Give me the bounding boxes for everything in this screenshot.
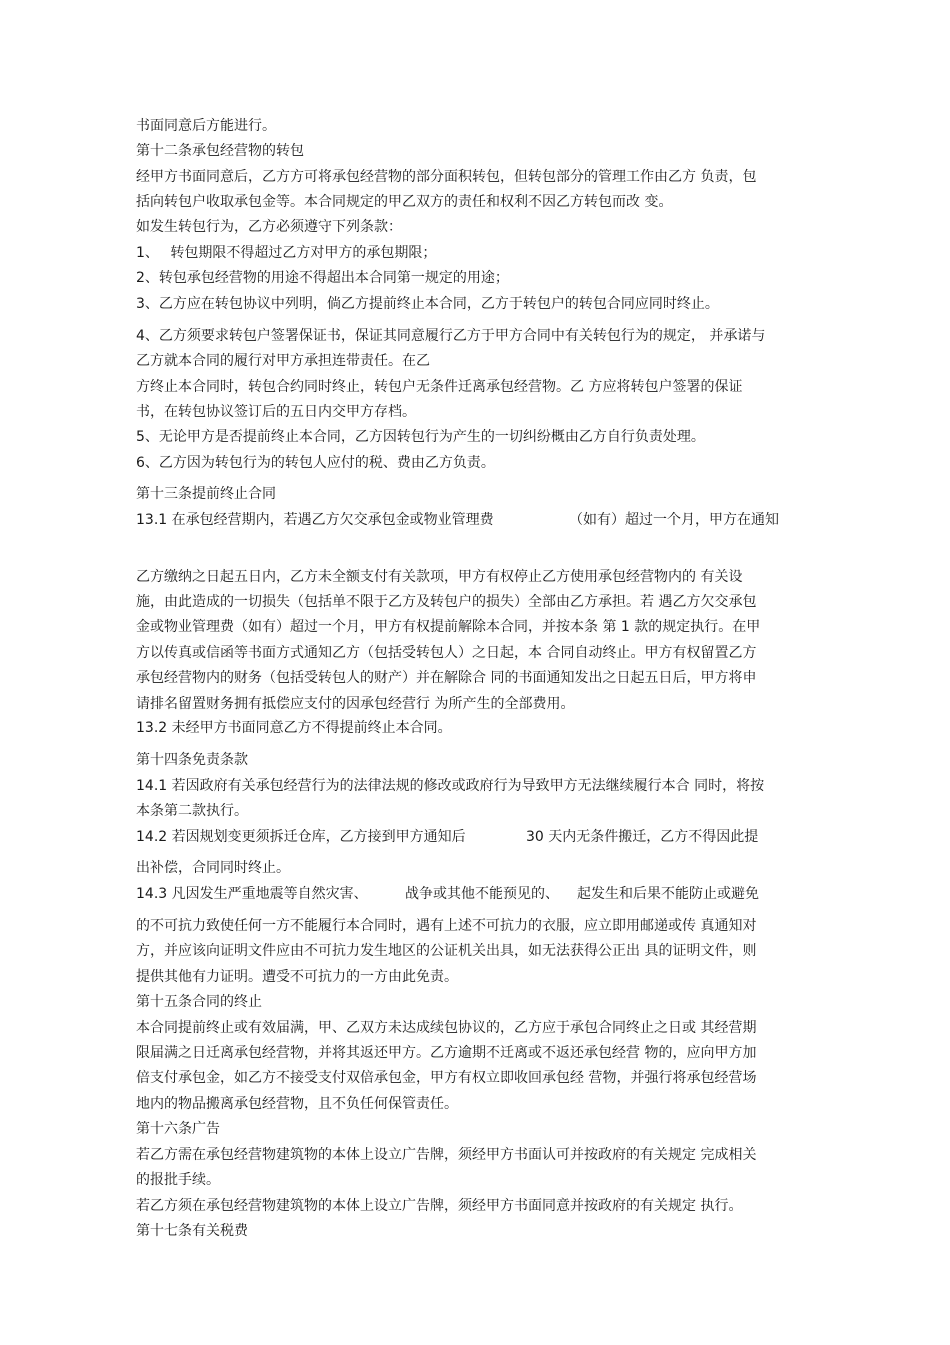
text-line: 请排名留置财务拥有抵偿应支付的因承包经营行 为所产生的全部费用。 (136, 696, 575, 712)
text-line: 方终止本合同时，转包合约同时终止，转包户无条件迁离承包经营物。乙 方应将转包户签署的保证 (136, 379, 743, 395)
text-line: 书面同意后方能进行。 (136, 118, 276, 134)
text-line: 倍支付承包金，如乙方不接受支付双倍承包金，甲方有权立即收回承包经 营物，并强行将承包经营场 (136, 1070, 757, 1086)
text-line: 如发生转包行为，乙方必须遵守下列条款： (136, 219, 402, 235)
text-line: 出补偿，合同同时终止。 (136, 860, 290, 876)
text-line: 的报批手续。 (136, 1172, 220, 1188)
text-line: 限届满之日迁离承包经营物，并将其返还甲方。乙方逾期不迁离或不返还承包经营 物的，应向甲方加 (136, 1045, 757, 1061)
text-line-segment: 战争或其他不能预见的、 (405, 886, 559, 902)
list-item: 2、转包承包经营物的用途不得超出本合同第一规定的用途； (136, 270, 509, 286)
text-line: 乙方缴纳之日起五日内，乙方未全额支付有关款项，甲方有权停止乙方使用承包经营物内的 有关设 (136, 569, 743, 585)
section-heading: 第十四条免责条款 (136, 752, 248, 768)
text-line: 承包经营物内的财务（包括受转包人的财产）并在解除合 同的书面通知发出之日起五日后，甲方将申 (136, 670, 757, 686)
text-line: 方以传真或信函等书面方式通知乙方（包括受转包人）之日起，本 合同自动终止。甲方有权留置乙方 (136, 645, 757, 661)
section-heading: 第十二条承包经营物的转包 (136, 143, 304, 159)
text-line: 若乙方须在承包经营物建筑物的本体上设立广告牌，须经甲方书面同意并按政府的有关规定 执行。 (136, 1198, 743, 1214)
text-line: 14.1 若因政府有关承包经营行为的法律法规的修改或政府行为导致甲方无法继续履行本合 同时，将按 (136, 778, 765, 794)
text-line: 施，由此造成的一切损失（包括单不限于乙方及转包户的损失）全部由乙方承担。若 遇乙方欠交承包 (136, 594, 757, 610)
text-line: 本合同提前终止或有效届满，甲、乙双方未达成续包协议的，乙方应于承包合同终止之日或 其经营期 (136, 1020, 757, 1036)
text-line: 乙方就本合同的履行对甲方承担连带责任。在乙 (136, 353, 430, 369)
list-item: 6、乙方因为转包行为的转包人应付的税、费由乙方负责。 (136, 455, 495, 471)
text-line: 经甲方书面同意后，乙方方可将承包经营物的部分面积转包，但转包部分的管理工作由乙方 负责，包 (136, 169, 757, 185)
list-item: 4、乙方须要求转包户签署保证书，保证其同意履行乙方于甲方合同中有关转包行为的规定， 并承诺与 (136, 328, 766, 344)
text-line: 若乙方需在承包经营物建筑物的本体上设立广告牌，须经甲方书面认可并按政府的有关规定 完成相关 (136, 1147, 757, 1163)
text-line: 13.2 未经甲方书面同意乙方不得提前终止本合同。 (136, 720, 452, 736)
section-heading: 第十七条有关税费 (136, 1223, 248, 1239)
text-line: 本条第二款执行。 (136, 803, 248, 819)
text-line: 提供其他有力证明。遭受不可抗力的一方由此免责。 (136, 969, 458, 985)
list-item: 5、无论甲方是否提前终止本合同，乙方因转包行为产生的一切纠纷概由乙方自行负责处理。 (136, 429, 705, 445)
text-line-segment: （如有）超过一个月，甲方在通知 (569, 512, 779, 528)
text-line: 书，在转包协议签订后的五日内交甲方存档。 (136, 404, 416, 420)
section-heading: 第十五条合同的终止 (136, 994, 262, 1010)
text-line: 方，并应该向证明文件应由不可抗力发生地区的公证机关出具，如无法获得公正出 具的证明文件，则 (136, 943, 757, 959)
text-line: 括向转包户收取承包金等。本合同规定的甲乙双方的责任和权利不因乙方转包而改 变。 (136, 194, 673, 210)
text-line: 14.3 凡因发生严重地震等自然灾害、 (136, 886, 368, 902)
text-line: 地内的物品搬离承包经营物，且不负任何保管责任。 (136, 1096, 458, 1112)
list-item: 3、乙方应在转包协议中列明，倘乙方提前终止本合同，乙方于转包户的转包合同应同时终止。 (136, 296, 719, 312)
text-line: 的不可抗力致使任何一方不能履行本合同时，遇有上述不可抗力的衣服，应立即用邮递或传 真通知对 (136, 918, 757, 934)
text-line: 金或物业管理费（如有）超过一个月，甲方有权提前解除本合同，并按本条 第 1 款的规定执行。在甲 (136, 619, 761, 635)
text-line: 13.1 在承包经营期内，若遇乙方欠交承包金或物业管理费 (136, 512, 494, 528)
text-line-segment: 起发生和后果不能防止或避免 (577, 886, 759, 902)
section-heading: 第十三条提前终止合同 (136, 486, 276, 502)
list-item: 1、 转包期限不得超过乙方对甲方的承包期限； (136, 245, 437, 261)
text-line-segment: 30 天内无条件搬迁，乙方不得因此提 (526, 829, 759, 845)
text-line: 14.2 若因规划变更须拆迁仓库，乙方接到甲方通知后 (136, 829, 466, 845)
section-heading: 第十六条广告 (136, 1121, 220, 1137)
